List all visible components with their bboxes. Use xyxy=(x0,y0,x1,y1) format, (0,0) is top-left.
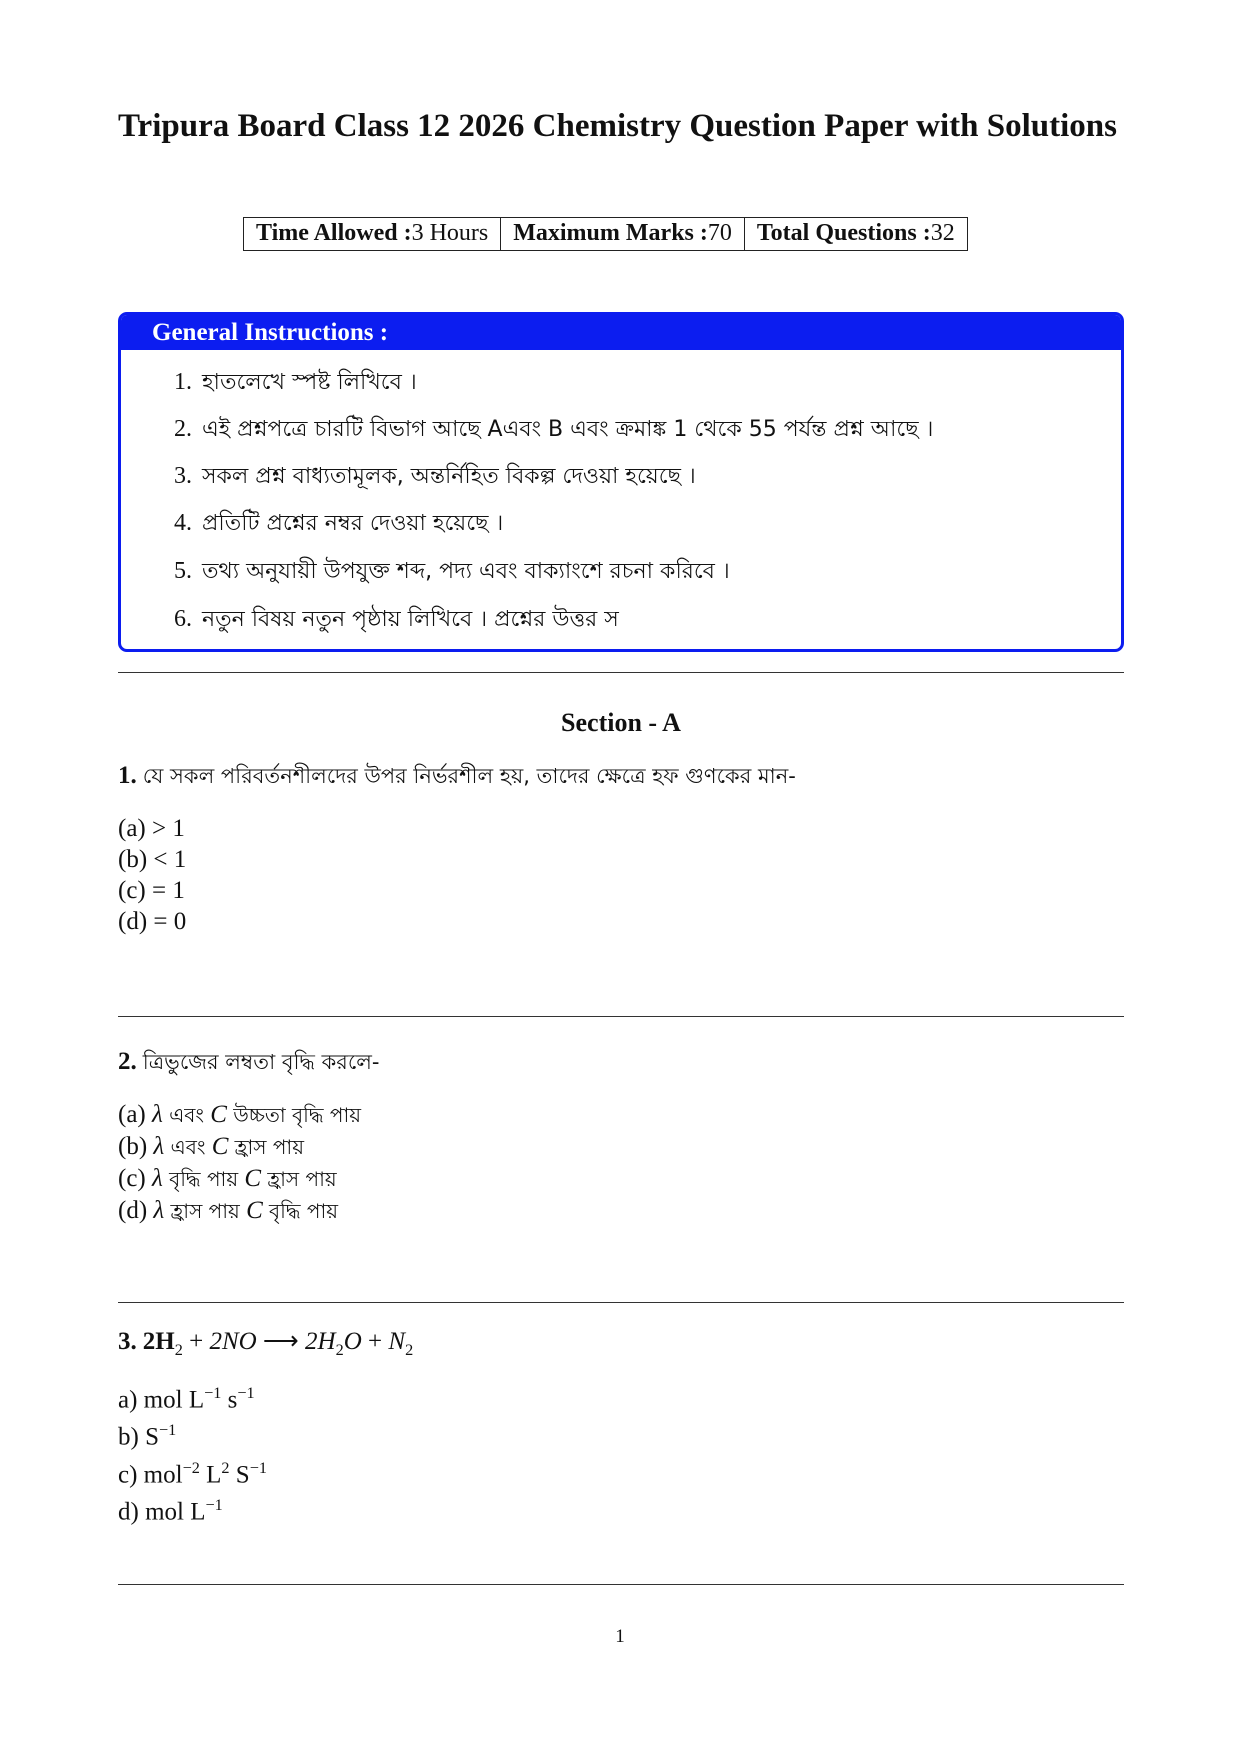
option-d: (d) λ হ্রাস পায় C বৃদ্ধি পায় xyxy=(118,1197,339,1224)
question-number: 2. xyxy=(118,1048,137,1075)
reaction-equation: $2H_2 + 2NO$ ⟶ $2H_2O + N_2$ xyxy=(142,1328,414,1359)
option-c: c) mol$^{-2}$ $L^2$ $S^{-1}$ xyxy=(118,1458,267,1488)
question-stem: 2. ত্রিভুজের লম্বতা বৃদ্ধি করলে- xyxy=(118,1048,380,1075)
instruction-item: 2. এই প্রশ্নপত্রে চারটি বিভাগ আছে Aএবং B এবং ক্রমাঙ্ক 1 থেকে 55 পর্যন্ত প্রশ্ন আছে । xyxy=(174,416,934,442)
divider xyxy=(118,1584,1124,1585)
divider xyxy=(118,1302,1124,1303)
divider xyxy=(118,1016,1124,1017)
general-instructions-box xyxy=(118,312,1124,652)
total-questions-label: Total Questions : xyxy=(756,220,931,246)
option-d: (d) = 0 xyxy=(118,908,187,935)
question-stem xyxy=(118,1326,1124,1360)
options-list xyxy=(118,1099,1124,1227)
option-b: b) $S^{-1}$ xyxy=(118,1421,177,1451)
general-instructions-heading: General Instructions : xyxy=(121,315,1121,350)
question-stem: 1. যে সকল পরিবর্তনশীলদের উপর নির্ভরশীল হয়, তাদের ক্ষেত্রে হফ গুণকের মান- xyxy=(118,762,796,789)
options-list xyxy=(118,1378,1124,1527)
time-allowed-value: 3 Hours xyxy=(411,220,489,246)
divider xyxy=(118,672,1124,673)
option-c: (c) = 1 xyxy=(118,877,185,904)
total-questions-value: 32 xyxy=(930,220,955,246)
question-3 xyxy=(118,1326,1124,1527)
paper-title: Tripura Board Class 12 2026 Chemistry Question Paper with Solutions xyxy=(118,108,1117,144)
time-allowed-label: Time Allowed : xyxy=(256,220,412,246)
reaction-arrow: ⟶ xyxy=(262,1328,299,1355)
section-title: Section - A xyxy=(561,708,681,737)
maximum-marks-label: Maximum Marks : xyxy=(513,220,708,246)
question-number: 3. xyxy=(118,1328,137,1355)
option-a: a) mol $L^{-1}$ $s^{-1}$ xyxy=(118,1384,255,1414)
instruction-item: 4. প্রতিটি প্রশ্নের নম্বর দেওয়া হয়েছে । xyxy=(174,510,504,536)
exam-meta-table xyxy=(243,217,968,251)
maximum-marks-cell xyxy=(501,218,745,251)
page-number: 1 xyxy=(615,1626,625,1647)
option-b: (b) < 1 xyxy=(118,846,187,873)
question-1 xyxy=(118,760,1124,937)
option-a: (a) > 1 xyxy=(118,815,185,842)
option-c: (c) λ বৃদ্ধি পায় C হ্রাস পায় xyxy=(118,1165,337,1192)
option-b: (b) λ এবং C হ্রাস পায় xyxy=(118,1133,304,1160)
time-allowed-cell xyxy=(244,218,501,251)
option-d: d) mol $L^{-1}$ xyxy=(118,1495,223,1526)
instruction-item: 3. সকল প্রশ্ন বাধ্যতামূলক, অন্তর্নিহিত বিকল্প দেওয়া হয়েছে । xyxy=(174,463,696,489)
instruction-item: 5. তথ্য অনুযায়ী উপযুক্ত শব্দ, পদ্য এবং বাক্যাংশে রচনা করিবে । xyxy=(174,558,730,584)
instruction-item: 6. নতুন বিষয় নতুন পৃষ্ঠায় লিখিবে । প্রশ্নের উত্তর স xyxy=(174,606,619,632)
option-a: (a) λ এবং C উচ্চতা বৃদ্ধি পায় xyxy=(118,1101,362,1128)
total-questions-cell xyxy=(744,218,967,251)
question-number: 1. xyxy=(118,762,137,789)
instruction-item: 1. হাতলেখে স্পষ্ট লিখিবে । xyxy=(174,369,417,395)
maximum-marks-value: 70 xyxy=(707,220,732,246)
question-2 xyxy=(118,1046,1124,1227)
options-list xyxy=(118,813,1124,937)
